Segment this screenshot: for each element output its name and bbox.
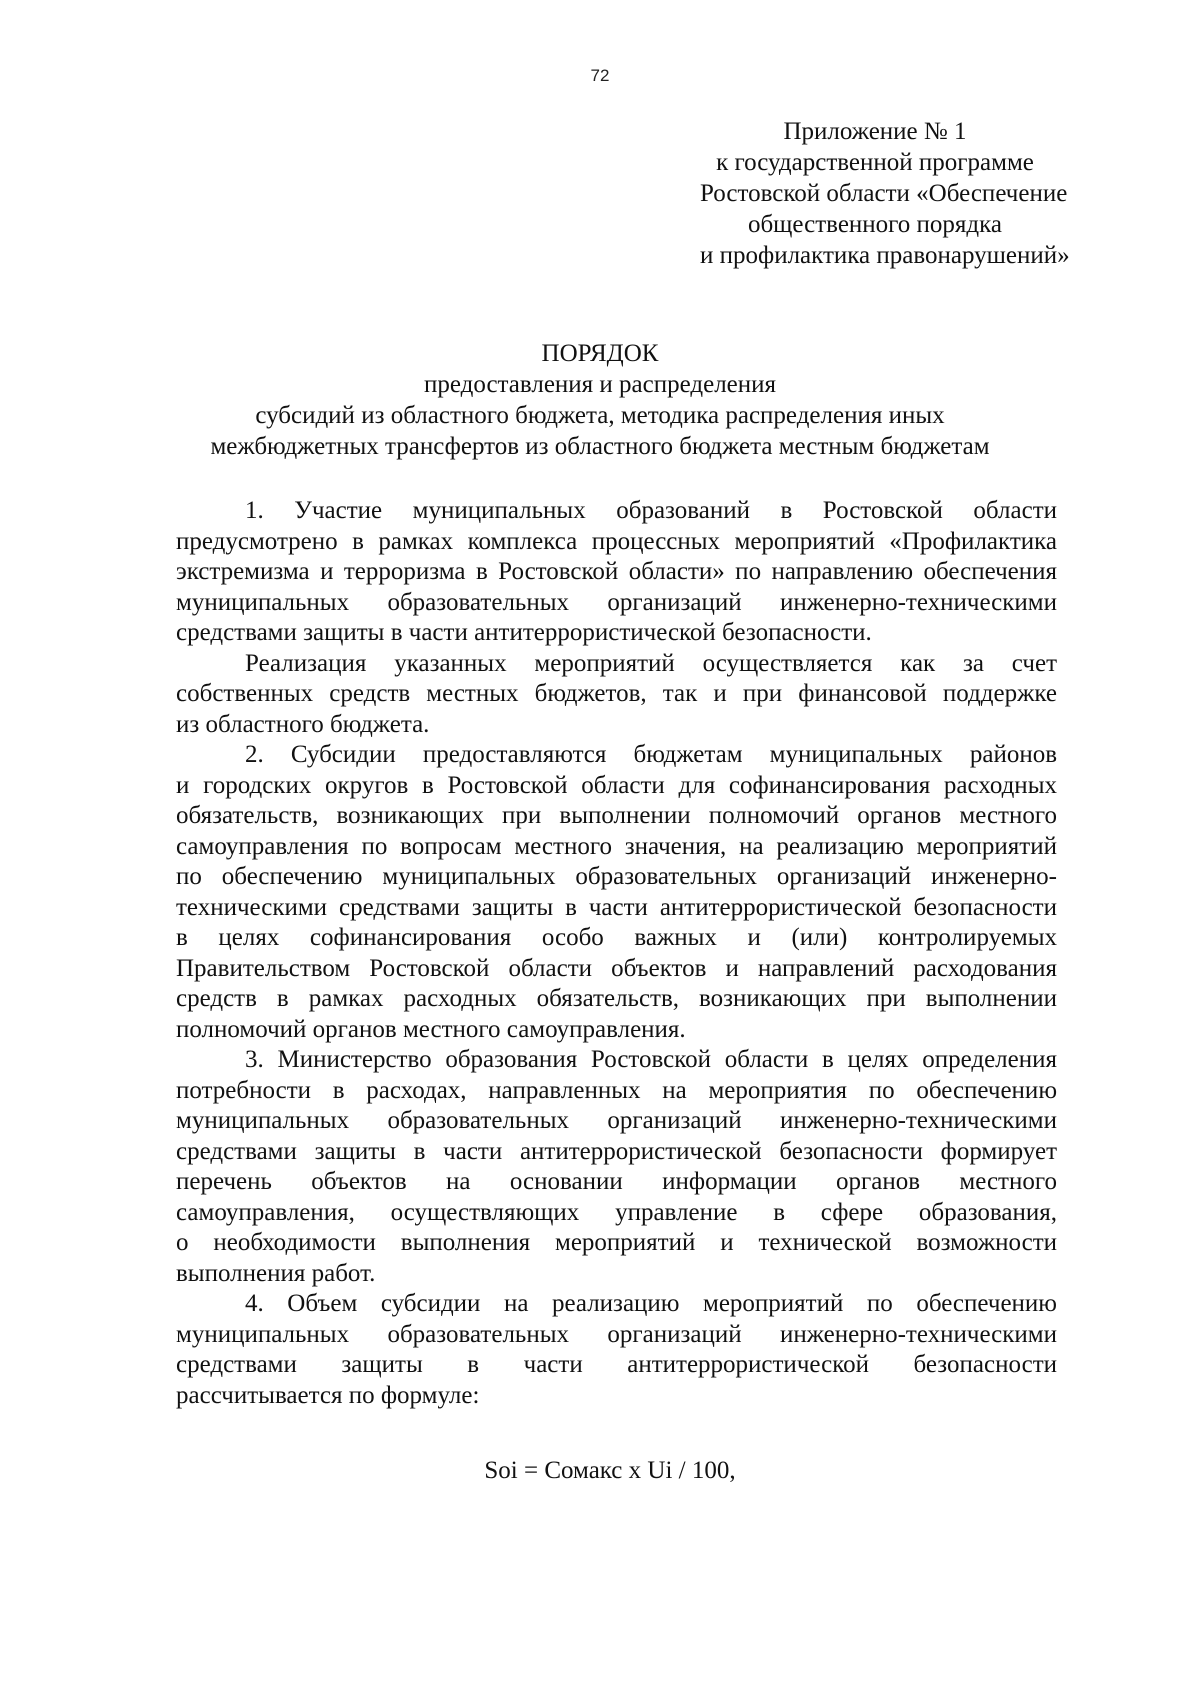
document-subtitle-line: субсидий из областного бюджета, методика распределения иных [255,402,945,429]
text-line: средств в рамках расходных обязательств, возникающих при выполнении [176,985,1057,1012]
text-line: Реализация указанных мероприятий осуществляется как за счет [245,649,1057,677]
paragraph-1-continuation [176,649,1057,741]
text-line: самоуправления, осуществляющих управление в сфере образования, [176,1198,1057,1226]
text-line: перечень объектов на основании информации органов местного [176,1168,1057,1195]
text-line: полномочий органов местного самоуправления. [176,1015,686,1043]
text-line: о необходимости выполнения мероприятий и технической возможности [176,1229,1057,1256]
text-line: обязательств, возникающих при выполнении полномочий органов местного [176,802,1057,829]
text-line: муниципальных образовательных организаций инженерно-техническими [176,1320,1057,1348]
text-line: самоуправления по вопросам местного значения, на реализацию мероприятий [176,832,1057,860]
text-line: муниципальных образовательных организаций инженерно-техническими [176,1107,1057,1134]
text-line: средствами защиты в части антитеррористической безопасности формирует [176,1137,1057,1165]
subsidy-formula: Soi = Сомакс х Ui / 100, [484,1457,736,1484]
paragraph-2 [176,740,1057,1045]
text-line: 4. Объем субсидии на реализацию мероприятий по обеспечению [245,1290,1057,1317]
text-line: Правительством Ростовской области объектов и направлений расходования [176,954,1057,982]
appendix-reference [700,116,1070,271]
appendix-line: и профилактика правонарушений» [700,242,1070,269]
text-line: собственных средств местных бюджетов, так и при финансовой поддержке [176,680,1057,707]
text-line: выполнения работ. [176,1259,376,1287]
text-line: в целях софинансирования особо важных и (или) контролируемых [176,924,1057,951]
text-line: потребности в расходах, направленных на мероприятия по обеспечению [176,1076,1057,1104]
document-body [176,496,1057,1411]
appendix-line: общественного порядка [747,211,1003,238]
appendix-line: к государственной программе [716,149,1034,176]
document-heading [0,338,1200,462]
text-line: муниципальных образовательных организаций инженерно-техническими [176,588,1057,616]
text-line: техническими средствами защиты в части антитеррористической безопасности [176,893,1057,921]
document-subtitle-line: межбюджетных трансфертов из областного бюджета местным бюджетам [210,433,990,460]
paragraph-3 [176,1045,1057,1289]
paragraph-1 [176,496,1057,649]
document-title: ПОРЯДОК [541,340,659,367]
appendix-line: Ростовской области «Обеспечение [700,180,1068,207]
text-line: и городских округов в Ростовской области для софинансирования расходных [176,771,1057,799]
text-line: средствами защиты в части антитеррористической безопасности [176,1351,1057,1378]
text-line: 3. Министерство образования Ростовской области в целях определения [245,1046,1057,1073]
text-line: экстремизма и терроризма в Ростовской области» по направлению обеспечения [176,558,1057,585]
text-line: по обеспечению муниципальных образовательных организаций инженерно- [176,863,1057,890]
text-line: из областного бюджета. [176,710,430,738]
text-line: рассчитывается по формуле: [176,1381,480,1409]
page-number: 72 [590,66,610,85]
text-line: предусмотрено в рамках комплекса процессных мероприятий «Профилактика [176,527,1057,555]
appendix-line: Приложение № 1 [783,118,967,145]
document-subtitle-line: предоставления и распределения [423,371,777,398]
paragraph-4 [176,1289,1057,1411]
text-line: 1. Участие муниципальных образований в Ростовской области [245,497,1057,524]
text-line: 2. Субсидии предоставляются бюджетам муниципальных районов [245,741,1057,768]
text-line: средствами защиты в части антитеррористической безопасности. [176,619,872,646]
